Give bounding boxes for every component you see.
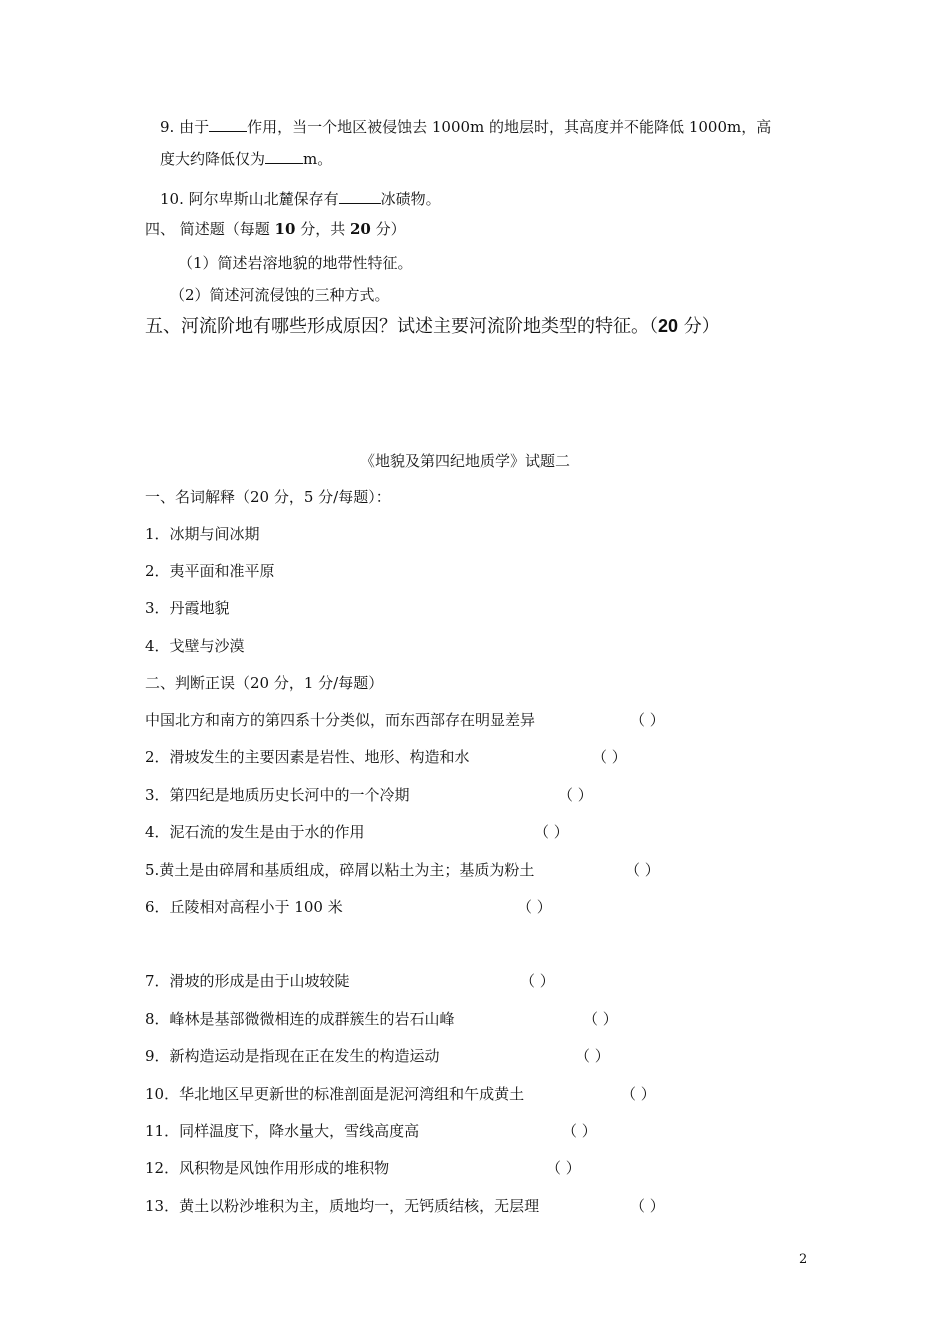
exam-2-title: 《地貌及第四纪地质学》试题二 — [360, 452, 571, 470]
section-4-item-1: （1）简述岩溶地貌的地带性特征。 — [178, 254, 413, 272]
term-item: 4．戈壁与沙漠 — [145, 637, 245, 655]
judge-item: 10．华北地区早更新世的标准剖面是泥河湾组和午成黄土 — [145, 1085, 525, 1103]
term-item: 1．冰期与间冰期 — [145, 525, 260, 543]
judge-item: 12．风积物是风蚀作用形成的堆积物 — [145, 1159, 390, 1177]
judge-item: 7．滑坡的形成是由于山坡较陡 — [145, 972, 350, 990]
page-number: 2 — [799, 1252, 808, 1267]
answer-parentheses: （ ） — [583, 1010, 618, 1028]
section-4-heading — [145, 219, 406, 239]
answer-blank — [265, 149, 303, 164]
judge-item: 13．黄土以粉沙堆积为主，质地均一，无钙质结核，无层理 — [145, 1197, 540, 1215]
answer-blank — [209, 117, 247, 132]
answer-parentheses: （ ） — [520, 972, 555, 990]
section-4-score-each: 10 — [274, 220, 296, 238]
question-9-text-b: 作用，当一个地区被侵蚀去 1000m 的地层时，其高度并不能降低 1000m，高 — [247, 118, 772, 136]
section-5-text: 五、河流阶地有哪些形成原因？试述主要河流阶地类型的特征。（ — [145, 316, 658, 337]
section-5-heading — [145, 316, 720, 337]
section-4-heading-c: 分，共 — [295, 220, 350, 238]
judge-item: 6．丘陵相对高程小于 100 米 — [145, 898, 343, 916]
question-9-line2 — [160, 149, 332, 169]
judge-item: 9．新构造运动是指现在正在发生的构造运动 — [145, 1047, 440, 1065]
answer-parentheses: （ ） — [621, 1085, 656, 1103]
term-item: 2．夷平面和准平原 — [145, 562, 275, 580]
question-10 — [160, 189, 441, 209]
answer-parentheses: （ ） — [630, 1197, 665, 1215]
answer-parentheses: （ ） — [546, 1159, 581, 1177]
answer-parentheses: （ ） — [625, 861, 660, 879]
answer-parentheses: （ ） — [630, 711, 665, 729]
judge-item: 8．峰林是基部微微相连的成群簇生的岩石山峰 — [145, 1010, 455, 1028]
section-4-heading-e: 分） — [370, 220, 406, 238]
section-4-item-2: （2）简述河流侵蚀的三种方式。 — [170, 286, 390, 304]
answer-parentheses: （ ） — [558, 786, 593, 804]
answer-parentheses: （ ） — [592, 748, 627, 766]
answer-parentheses: （ ） — [534, 823, 569, 841]
question-9-text-d: m。 — [303, 150, 333, 168]
section-4-score-total: 20 — [349, 220, 371, 238]
question-9-line1 — [160, 117, 771, 137]
section-5-tail: 分） — [678, 316, 720, 337]
judge-item: 中国北方和南方的第四系十分类似，而东西部存在明显差异 — [145, 711, 536, 729]
section-4-heading-a: 四、 简述题（每题 — [145, 220, 275, 238]
question-9-text-c: 度大约降低仅为 — [160, 150, 266, 168]
question-10-text-a: 10. 阿尔卑斯山北麓保存有 — [160, 190, 339, 208]
term-item: 3．丹霞地貌 — [145, 599, 230, 617]
judge-item: 5.黄土是由碎屑和基质组成，碎屑以粘土为主；基质为粉土 — [145, 861, 535, 879]
judge-item: 11．同样温度下，降水量大，雪线高度高 — [145, 1122, 420, 1140]
judge-item: 2．滑坡发生的主要因素是岩性、地形、构造和水 — [145, 748, 470, 766]
question-10-text-b: 冰碛物。 — [380, 190, 441, 208]
answer-blank — [339, 189, 381, 204]
answer-parentheses: （ ） — [517, 898, 552, 916]
judge-item: 3．第四纪是地质历史长河中的一个冷期 — [145, 786, 410, 804]
part-1-heading: 一、名词解释（20 分，5 分/每题）： — [145, 488, 391, 506]
answer-parentheses: （ ） — [575, 1047, 610, 1065]
section-5-score: 20 — [658, 316, 679, 336]
answer-parentheses: （ ） — [562, 1122, 597, 1140]
part-2-heading: 二、判断正误（20 分，1 分/每题） — [145, 674, 384, 692]
question-9-text-a: 由于 — [179, 118, 210, 136]
question-9-number: 9. — [160, 118, 175, 136]
judge-item: 4．泥石流的发生是由于水的作用 — [145, 823, 365, 841]
